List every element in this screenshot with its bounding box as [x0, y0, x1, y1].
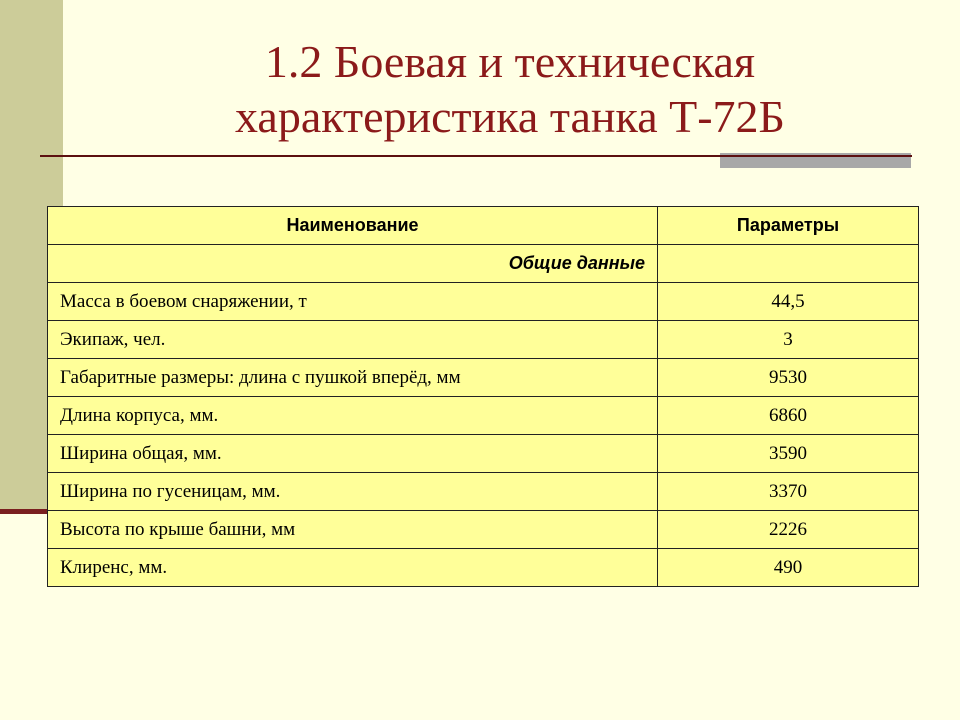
- table-header-row: [48, 207, 919, 245]
- slide-title: 1.2 Боевая и техническая характеристика танка Т-72Б: [235, 36, 785, 142]
- table-row: [48, 511, 919, 549]
- row-name: Ширина по гусеницам, мм.: [48, 473, 658, 511]
- table-row: [48, 359, 919, 397]
- row-value: 44,5: [658, 283, 919, 321]
- title-underline: [40, 155, 912, 157]
- row-name: Масса в боевом снаряжении, т: [48, 283, 658, 321]
- table-row: [48, 397, 919, 435]
- row-name: Клиренс, мм.: [48, 549, 658, 587]
- table-row: [48, 283, 919, 321]
- table-row: [48, 435, 919, 473]
- spec-table: [47, 206, 919, 587]
- row-value: 490: [658, 549, 919, 587]
- section-label: Общие данные: [48, 245, 658, 283]
- row-value: 6860: [658, 397, 919, 435]
- row-name: Габаритные размеры: длина с пушкой вперёд, мм: [48, 359, 658, 397]
- row-value: 9530: [658, 359, 919, 397]
- table-row: [48, 473, 919, 511]
- section-empty-cell: [658, 245, 919, 283]
- header-params: Параметры: [658, 207, 919, 245]
- table-row: [48, 321, 919, 359]
- row-value: 2226: [658, 511, 919, 549]
- row-name: Высота по крыше башни, мм: [48, 511, 658, 549]
- row-value: 3370: [658, 473, 919, 511]
- row-name: Экипаж, чел.: [48, 321, 658, 359]
- row-value: 3590: [658, 435, 919, 473]
- row-value: 3: [658, 321, 919, 359]
- table-row: [48, 549, 919, 587]
- header-name: Наименование: [48, 207, 658, 245]
- section-row: [48, 245, 919, 283]
- row-name: Ширина общая, мм.: [48, 435, 658, 473]
- row-name: Длина корпуса, мм.: [48, 397, 658, 435]
